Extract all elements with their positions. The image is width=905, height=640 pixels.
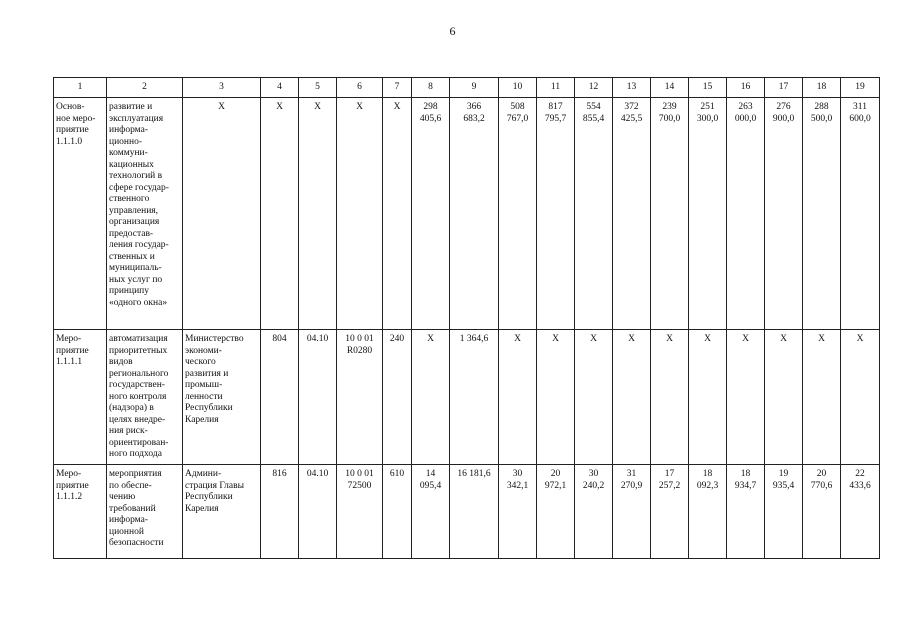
responsible-executor: Министерство экономи- ческого развития и промыш- ленности Республики Карелия <box>183 330 261 465</box>
amount-cell: 554 855,4 <box>575 98 613 330</box>
amount-cell: 14 095,4 <box>412 465 450 559</box>
amount-cell: X <box>575 330 613 465</box>
amount-cell: 20 770,6 <box>803 465 841 559</box>
budget-code-cell: 10 0 01 72500 <box>337 465 383 559</box>
amount-cell: X <box>765 330 803 465</box>
amount-cell: X <box>727 330 765 465</box>
budget-code-cell: X <box>337 98 383 330</box>
column-number: 4 <box>261 78 299 98</box>
column-number: 18 <box>803 78 841 98</box>
amount-cell: 16 181,6 <box>450 465 499 559</box>
amount-cell: 18 092,3 <box>689 465 727 559</box>
responsible-executor: X <box>183 98 261 330</box>
activity-code: Меро- приятие 1.1.1.2 <box>54 465 107 559</box>
amount-cell: X <box>651 330 689 465</box>
activity-name: развитие и эксплуатация информа- ционно- коммуни- кационных технологий в сфере государ- ственного управления, организация предостав- ления государ- ственных и муниципаль- ных услуг по принципу «одного окна» <box>107 98 183 330</box>
column-number: 17 <box>765 78 803 98</box>
page-number: 6 <box>449 24 456 38</box>
activity-code: Меро- приятие 1.1.1.1 <box>54 330 107 465</box>
amount-cell: 298 405,6 <box>412 98 450 330</box>
amount-cell: 263 000,0 <box>727 98 765 330</box>
column-number: 8 <box>412 78 450 98</box>
column-number: 15 <box>689 78 727 98</box>
amount-cell: 20 972,1 <box>537 465 575 559</box>
amount-cell: 239 700,0 <box>651 98 689 330</box>
column-number: 16 <box>727 78 765 98</box>
budget-code-cell: 610 <box>383 465 412 559</box>
budget-code-cell: 240 <box>383 330 412 465</box>
amount-cell: 366 683,2 <box>450 98 499 330</box>
amount-cell: 508 767,0 <box>499 98 537 330</box>
amount-cell: X <box>803 330 841 465</box>
budget-code-cell: 04.10 <box>299 465 337 559</box>
column-number: 7 <box>383 78 412 98</box>
amount-cell: X <box>689 330 727 465</box>
table-row <box>54 330 880 465</box>
header-row <box>54 78 880 98</box>
amount-cell: 251 300,0 <box>689 98 727 330</box>
amount-cell: X <box>537 330 575 465</box>
responsible-executor: Админи- страция Главы Республики Карелия <box>183 465 261 559</box>
amount-cell: 276 900,0 <box>765 98 803 330</box>
amount-cell: 30 240,2 <box>575 465 613 559</box>
activity-code: Основ- ное меро- приятие 1.1.1.0 <box>54 98 107 330</box>
budget-code-cell: 804 <box>261 330 299 465</box>
column-number: 6 <box>337 78 383 98</box>
budget-code-cell: X <box>299 98 337 330</box>
column-number: 12 <box>575 78 613 98</box>
amount-cell: 372 425,5 <box>613 98 651 330</box>
budget-code-cell: 10 0 01 R0280 <box>337 330 383 465</box>
amount-cell: X <box>841 330 880 465</box>
column-number: 19 <box>841 78 880 98</box>
column-number: 10 <box>499 78 537 98</box>
budget-code-cell: 04.10 <box>299 330 337 465</box>
amount-cell: X <box>499 330 537 465</box>
amount-cell: 288 500,0 <box>803 98 841 330</box>
table-row <box>54 98 880 330</box>
activity-name: мероприятия по обеспе- чению требований информа- ционной безопасности <box>107 465 183 559</box>
column-number: 3 <box>183 78 261 98</box>
column-number: 13 <box>613 78 651 98</box>
amount-cell: 30 342,1 <box>499 465 537 559</box>
table-row <box>54 465 880 559</box>
column-number: 1 <box>54 78 107 98</box>
amount-cell: X <box>412 330 450 465</box>
amount-cell: 19 935,4 <box>765 465 803 559</box>
amount-cell: 311 600,0 <box>841 98 880 330</box>
budget-code-cell: X <box>261 98 299 330</box>
amount-cell: 22 433,6 <box>841 465 880 559</box>
column-number: 14 <box>651 78 689 98</box>
amount-cell: 817 795,7 <box>537 98 575 330</box>
column-number: 9 <box>450 78 499 98</box>
amount-cell: 17 257,2 <box>651 465 689 559</box>
amount-cell: 1 364,6 <box>450 330 499 465</box>
column-number: 11 <box>537 78 575 98</box>
column-number: 2 <box>107 78 183 98</box>
budget-code-cell: 816 <box>261 465 299 559</box>
column-number: 5 <box>299 78 337 98</box>
budget-table <box>53 77 880 559</box>
activity-name: автоматизация приоритетных видов регионального государствен- ного контроля (надзора) в целях внедре- ния риск- ориентирован- ного подхода <box>107 330 183 465</box>
amount-cell: 18 934,7 <box>727 465 765 559</box>
budget-code-cell: X <box>383 98 412 330</box>
amount-cell: 31 270,9 <box>613 465 651 559</box>
amount-cell: X <box>613 330 651 465</box>
